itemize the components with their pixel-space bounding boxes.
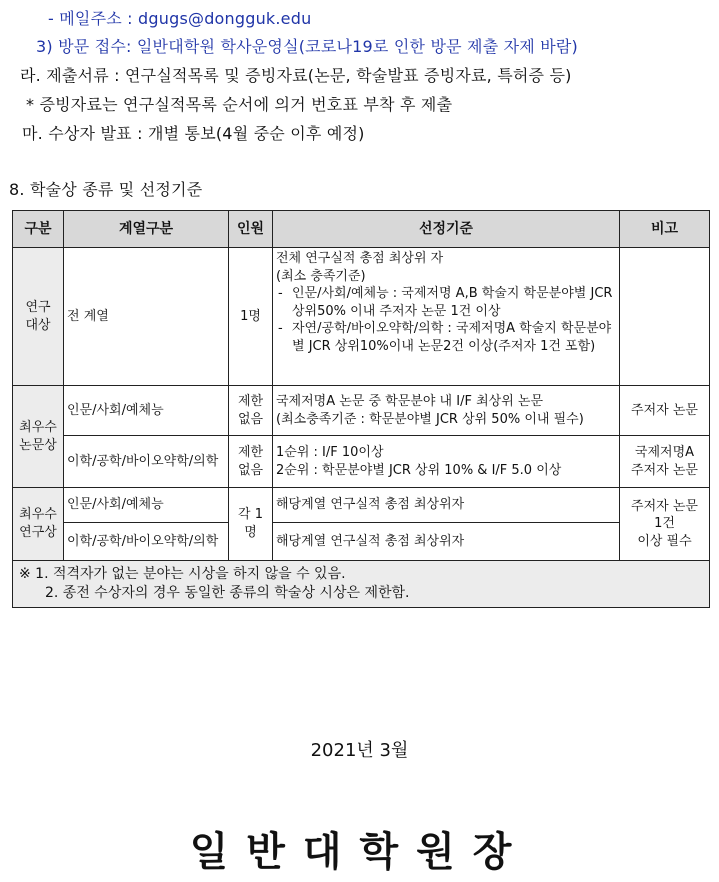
note-cell: 주저자 논문 1건 이상 필수 bbox=[620, 488, 710, 561]
field-cell: 이학/공학/바이오약학/의학 bbox=[64, 523, 229, 561]
criteria-list bbox=[276, 285, 616, 355]
criteria-cell: 해당계열 연구실적 총점 최상위자 bbox=[273, 488, 620, 523]
signature-title: 일반대학원장 bbox=[189, 829, 530, 875]
category-research: 연구 대상 bbox=[13, 248, 64, 386]
count-cell: 제한 없음 bbox=[229, 386, 273, 436]
note-1: ※ 1. 적격자가 없는 분야는 시상을 하지 않을 수 있음. bbox=[19, 566, 346, 582]
email-line: - 메일주소 : dgugs@dongguk.edu bbox=[48, 9, 312, 28]
count-cell: 각 1명 bbox=[229, 488, 273, 561]
document-date: 2021년 3월 bbox=[310, 740, 409, 761]
criteria-cell: 국제저명A 논문 중 학문분야 내 I/F 최상위 논문 (최소충족기준 : 학문분야별 JCR 상위 50% 이내 필수) bbox=[273, 386, 620, 436]
table-row bbox=[13, 386, 710, 436]
documents-note-line: * 증빙자료는 연구실적목록 순서에 의거 번호표 부착 후 제출 bbox=[26, 95, 453, 114]
criteria-intro: 전체 연구실적 총점 최상위 자 (최소 충족기준) bbox=[276, 251, 444, 284]
field-cell: 전 계열 bbox=[64, 248, 229, 386]
field-cell: 인문/사회/예체능 bbox=[64, 386, 229, 436]
field-cell: 이학/공학/바이오약학/의학 bbox=[64, 436, 229, 488]
count-cell: 제한 없음 bbox=[229, 436, 273, 488]
visit-submission-line: 3) 방문 접수: 일반대학원 학사운영실(코로나19로 인한 방문 제출 자제 바람) bbox=[36, 37, 578, 56]
category-best-paper: 최우수 논문상 bbox=[13, 386, 64, 488]
table-row bbox=[13, 436, 710, 488]
table-notes-row bbox=[13, 561, 710, 608]
header-count: 인원 bbox=[229, 211, 273, 248]
note-2: 2. 종전 수상자의 경우 동일한 종류의 학술상 시상은 제한함. bbox=[45, 584, 410, 601]
awards-table bbox=[12, 210, 710, 608]
criteria-cell: 해당계열 연구실적 총점 최상위자 bbox=[273, 523, 620, 561]
note-cell: 주저자 논문 bbox=[620, 386, 710, 436]
documents-line: 라. 제출서류 : 연구실적목록 및 증빙자료(논문, 학술발표 증빙자료, 특허증 등) bbox=[20, 66, 572, 85]
note-cell bbox=[620, 248, 710, 386]
table-row bbox=[13, 488, 710, 523]
section-8-title: 8. 학술상 종류 및 선정기준 bbox=[9, 180, 203, 199]
criteria-cell bbox=[273, 248, 620, 386]
header-category: 구분 bbox=[13, 211, 64, 248]
header-field: 계열구분 bbox=[64, 211, 229, 248]
announcement-line: 마. 수상자 발표 : 개별 통보(4월 중순 이후 예정) bbox=[22, 124, 365, 143]
table-row bbox=[13, 523, 710, 561]
count-cell: 1명 bbox=[229, 248, 273, 386]
category-best-research: 최우수 연구상 bbox=[13, 488, 64, 561]
note-cell: 국제저명A 주저자 논문 bbox=[620, 436, 710, 488]
criteria-cell: 1순위 : I/F 10이상 2순위 : 학문분야별 JCR 상위 10% & I/F 5.0 이상 bbox=[273, 436, 620, 488]
field-cell: 인문/사회/예체능 bbox=[64, 488, 229, 523]
header-note: 비고 bbox=[620, 211, 710, 248]
table-header-row bbox=[13, 211, 710, 248]
criteria-item: - 인문/사회/예체능 : 국제저명 A,B 학술지 학문분야별 JCR 상위50% 이내 주저자 논문 1건 이상 bbox=[276, 285, 616, 320]
table-row bbox=[13, 248, 710, 386]
header-criteria: 선정기준 bbox=[273, 211, 620, 248]
criteria-item: - 자연/공학/바이오약학/의학 : 국제저명A 학술지 학문분야별 JCR 상위10%이내 논문2건 이상(주저자 1건 포함) bbox=[276, 320, 616, 355]
notes-cell bbox=[13, 561, 710, 608]
